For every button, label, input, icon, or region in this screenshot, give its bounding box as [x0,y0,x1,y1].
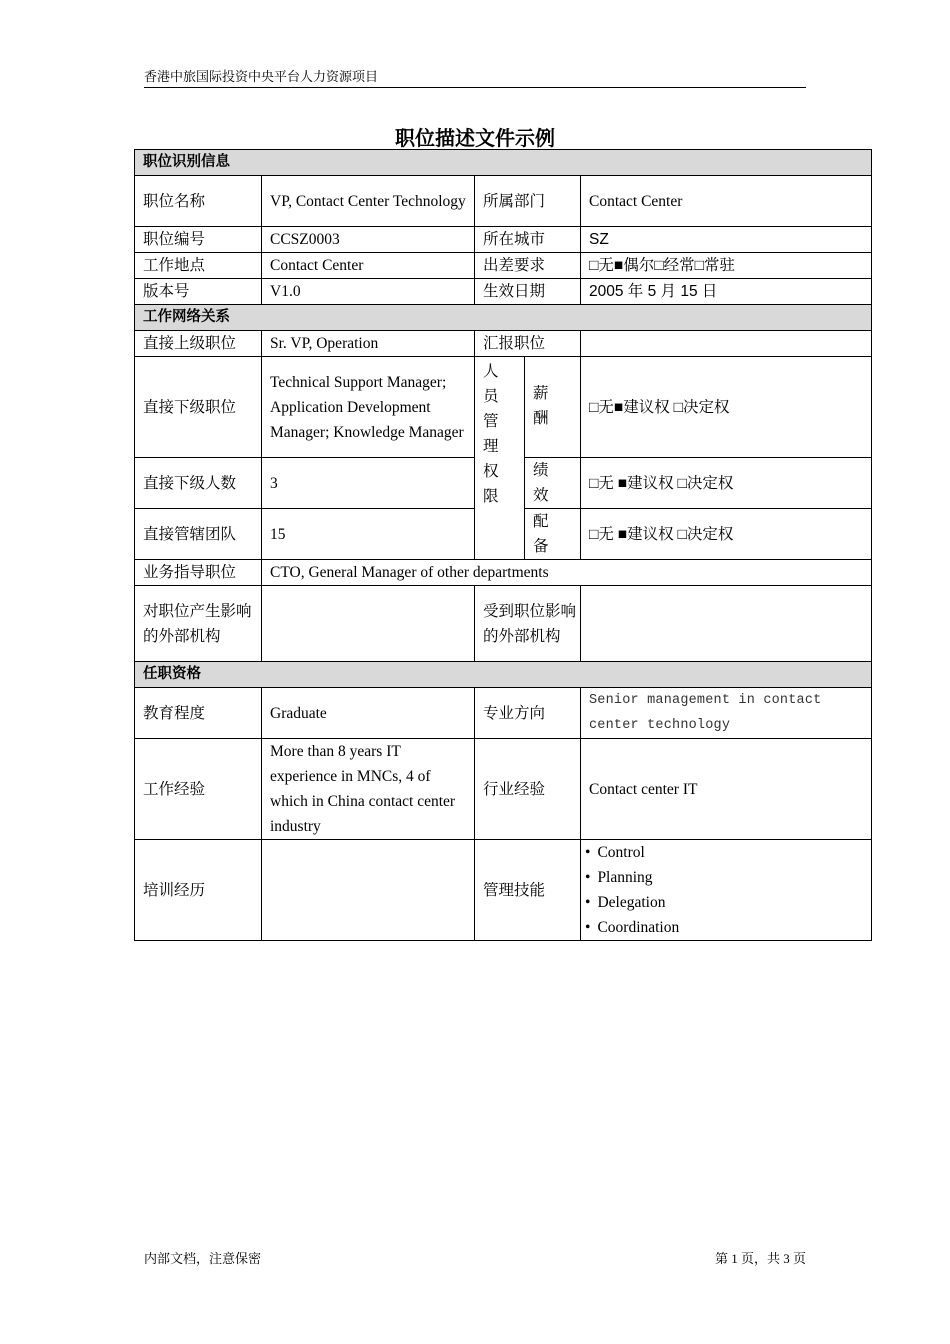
performance-label-cell [525,458,581,509]
list-item: • Delegation [585,890,863,915]
footer-confidential: 内部文档，注意保密 [144,1251,262,1266]
subordinate-value: Technical Support Manager; Application Development Manager; Knowledge Manager [262,357,475,458]
subordinate-label: 直接下级职位 [135,357,262,458]
skills-label: 管理技能 [475,840,581,941]
ext-influence-label: 对职位产生影响的外部机构 [135,586,262,662]
table-row [135,739,872,840]
industry-value: Contact center IT [581,739,872,840]
salary-options: □无■建议权 □决定权 [581,357,872,458]
education-value: Graduate [262,688,475,739]
ext-affected-value [581,586,872,662]
department-label: 所属部门 [475,176,581,227]
skills-list [585,840,863,940]
table-row [135,840,872,941]
report-label: 汇报职位 [475,331,581,357]
mgmt-authority-label-cell [475,357,525,560]
performance-options: □无 ■建议权 □决定权 [581,458,872,509]
job-title-label: 职位名称 [135,176,262,227]
training-value [262,840,475,941]
footer-page-number: 第 1 页，共 3 页 [714,1251,806,1266]
job-code-value: CCSZ0003 [262,227,475,253]
location-value: Contact Center [262,253,475,279]
effective-date-label: 生效日期 [475,279,581,305]
training-label: 培训经历 [135,840,262,941]
list-item: • Planning [585,865,863,890]
location-label: 工作地点 [135,253,262,279]
job-description-table [134,149,872,941]
sub-count-value: 3 [262,458,475,509]
guidance-label: 业务指导职位 [135,560,262,586]
skills-cell [581,840,872,941]
table-row [135,279,872,305]
table-row [135,586,872,662]
experience-label: 工作经验 [135,739,262,840]
salary-label: 薪酬 [533,385,549,427]
table-row [135,560,872,586]
effective-date-value: 2005 年 5 月 15 日 [581,279,872,305]
superior-value: Sr. VP, Operation [262,331,475,357]
salary-label-cell [525,357,581,458]
version-label: 版本号 [135,279,262,305]
staffing-label: 配备 [533,513,549,555]
section-row-qualifications [135,662,872,688]
section-row-identity [135,150,872,176]
report-value [581,331,872,357]
job-code-label: 职位编号 [135,227,262,253]
travel-options: □无■偶尔□经常□常驻 [581,253,872,279]
table-row [135,253,872,279]
major-label: 专业方向 [475,688,581,739]
list-item: • Coordination [585,915,863,940]
table-row [135,331,872,357]
superior-label: 直接上级职位 [135,331,262,357]
table-row [135,227,872,253]
section-heading-qualifications: 任职资格 [135,662,872,688]
table-row [135,688,872,739]
mgmt-authority-label: 人员管理权限 [483,363,499,505]
travel-label: 出差要求 [475,253,581,279]
ext-affected-label: 受到职位影响的外部机构 [475,586,581,662]
ext-influence-value [262,586,475,662]
document-title: 职位描述文件示例 [395,128,555,150]
staffing-label-cell [525,509,581,560]
industry-label: 行业经验 [475,739,581,840]
section-row-network [135,305,872,331]
team-label: 直接管辖团队 [135,509,262,560]
city-label: 所在城市 [475,227,581,253]
city-value: SZ [581,227,872,253]
version-value: V1.0 [262,279,475,305]
team-value: 15 [262,509,475,560]
list-item: • Control [585,840,863,865]
staffing-options: □无 ■建议权 □决定权 [581,509,872,560]
department-value: Contact Center [581,176,872,227]
education-label: 教育程度 [135,688,262,739]
sub-count-label: 直接下级人数 [135,458,262,509]
section-heading-identity: 职位识别信息 [135,150,872,176]
performance-label: 绩效 [533,462,549,504]
major-value: Senior management in contact center technology [581,688,872,739]
experience-value: More than 8 years IT experience in MNCs, 4 of which in China contact center industry [262,739,475,840]
table-row [135,357,872,458]
section-heading-network: 工作网络关系 [135,305,872,331]
job-title-value: VP, Contact Center Technology [262,176,475,227]
guidance-value: CTO, General Manager of other departments [262,560,872,586]
table-row [135,176,872,227]
page-header: 香港中旅国际投资中央平台人力资源项目 [144,66,806,88]
